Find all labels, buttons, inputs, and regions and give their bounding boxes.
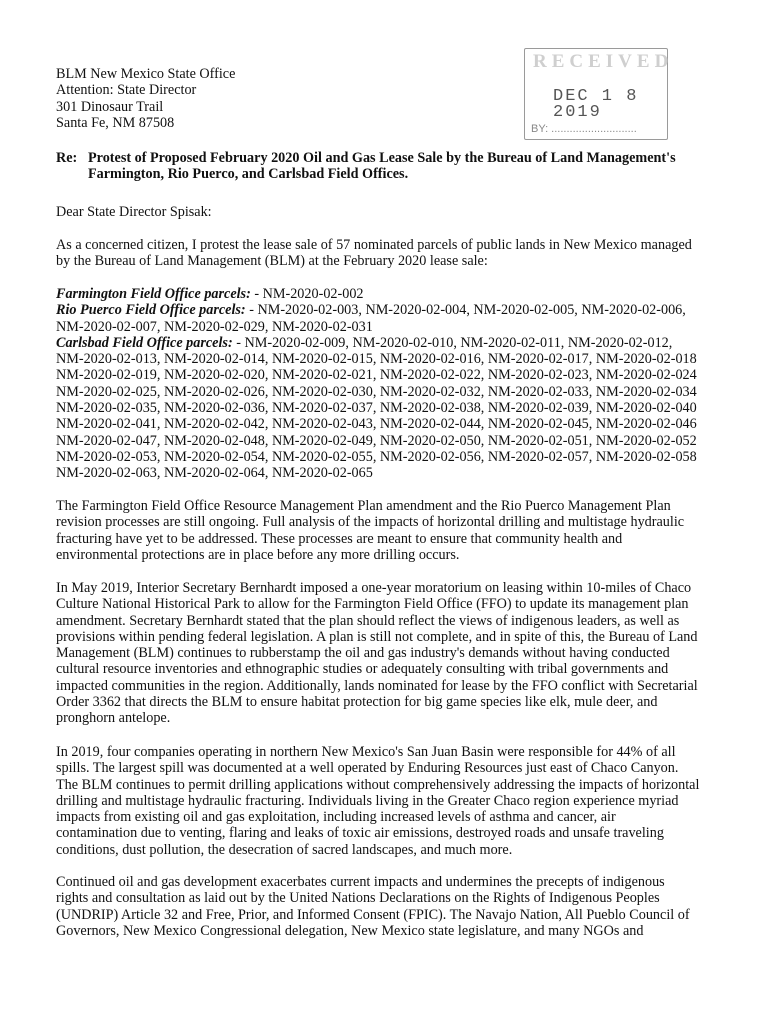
farmington-parcels [56, 286, 716, 302]
farmington-list: - NM-2020-02-002 [250, 286, 364, 302]
text-line: conditions, dust pollution, the desecration of sacred landscapes, and much more. [56, 841, 513, 858]
carlsbad-line: NM-2020-02-025, NM-2020-02-026, NM-2020-02-030, NM-2020-02-032, NM-2020-02-033, NM-2020-02-034 [56, 383, 697, 400]
carlsbad-parcels [56, 335, 716, 351]
paragraph-moratorium [56, 580, 716, 727]
subject-line [56, 150, 696, 183]
text-line: impacted communities in the region. Additionally, lands nominated for lease by the FFO conflict with Secretarial [56, 677, 698, 694]
carlsbad-line: NM-2020-02-047, NM-2020-02-048, NM-2020-02-049, NM-2020-02-050, NM-2020-02-051, NM-2020-02-052 [56, 432, 697, 449]
paragraph-indigenous-rights [56, 874, 716, 939]
carlsbad-line: NM-2020-02-041, NM-2020-02-042, NM-2020-02-043, NM-2020-02-044, NM-2020-02-045, NM-2020-02-046 [56, 416, 697, 433]
text-line: As a concerned citizen, I protest the lease sale of 57 nominated parcels of public lands in New Mexico managed [56, 237, 692, 253]
text-line: amendment. Secretary Bernhardt stated that the plan should reflect the views of indigenous leaders, as well as [56, 612, 680, 629]
farmington-label: Farmington Field Office parcels: [56, 286, 251, 302]
rio-puerco-parcels [56, 302, 716, 318]
carlsbad-line: NM-2020-02-063, NM-2020-02-064, NM-2020-02-065 [56, 465, 373, 482]
text-line: Management (BLM) continues to rubberstamp the oil and gas industry's demands without having conducted [56, 645, 670, 662]
text-line: revision processes are still ongoing. Full analysis of the impacts of horizontal drilling and multistage hydraulic [56, 514, 685, 531]
paragraph-spills [56, 744, 716, 858]
subject-label: Re: [56, 150, 78, 166]
text-line: In 2019, four companies operating in northern New Mexico's San Juan Basin were responsible for 44% of all [56, 744, 676, 760]
text-line: cultural resource inventories and ethnographic studies or adequately consulting with tribal governments and [56, 661, 669, 678]
parcel-list [56, 286, 716, 482]
rio-puerco-list-cont: NM-2020-02-007, NM-2020-02-029, NM-2020-02-031 [56, 318, 373, 335]
stamp-by-line: BY: ............................ [531, 123, 637, 135]
rio-puerco-label: Rio Puerco Field Office parcels: [56, 302, 246, 319]
text-line: drilling and multistage hydraulic fracturing. Individuals living in the Greater Chaco region experience myriad [56, 792, 679, 809]
stamp-received-text: RECEIVED [533, 51, 674, 72]
text-line: provisions within pending federal legislation. A plan is still not complete, and in spite of this, the Bureau of Land [56, 628, 698, 645]
text-line: impacts from existing oil and gas exploitation, including increased levels of asthma and cancer, air [56, 809, 616, 826]
address-line: 301 Dinosaur Trail [56, 98, 164, 115]
text-line: Governors, New Mexico Congressional delegation, New Mexico state legislature, and many NGOs and [56, 922, 644, 939]
text-line: Order 3362 that directs the BLM to ensure habitat protection for big game species like elk, mule deer, and [56, 694, 658, 711]
carlsbad-label: Carlsbad Field Office parcels: [56, 334, 233, 351]
text-line: fracturing have yet to be addressed. These processes are meant to ensure that community health and [56, 530, 623, 547]
text-line: Continued oil and gas development exacerbates current impacts and undermines the precepts of indigenous [56, 874, 665, 890]
text-line: contamination due to venting, flaring and leaks of toxic air emissions, destroyed roads and unsafe traveling [56, 825, 664, 842]
text-line: by the Bureau of Land Management (BLM) at the February 2020 lease sale: [56, 253, 488, 270]
text-line: pronghorn antelope. [56, 710, 171, 727]
address-line: Attention: State Director [56, 82, 197, 99]
text-line: environmental protections are in place before any more drilling occurs. [56, 546, 460, 563]
stamp-date: DEC 1 8 2019 [553, 87, 639, 123]
address-line: Santa Fe, NM 87508 [56, 114, 175, 131]
carlsbad-list: - NM-2020-02-009, NM-2020-02-010, NM-2020-02-011, NM-2020-02-012, [232, 334, 673, 351]
text-line: The Farmington Field Office Resource Management Plan amendment and the Rio Puerco Management Plan [56, 498, 671, 514]
recipient-address [56, 66, 235, 131]
paragraph-plan-revision [56, 498, 716, 563]
text-line: Culture National Historical Park to allow for the Farmington Field Office (FFO) to update its management plan [56, 596, 689, 613]
text-line: In May 2019, Interior Secretary Bernhardt imposed a one-year moratorium on leasing within 10-miles of Chaco [56, 580, 692, 596]
carlsbad-line: NM-2020-02-053, NM-2020-02-054, NM-2020-02-055, NM-2020-02-056, NM-2020-02-057, NM-2020-02-058 [56, 448, 697, 465]
salutation: Dear State Director Spisak: [56, 204, 212, 220]
carlsbad-line: NM-2020-02-019, NM-2020-02-020, NM-2020-02-021, NM-2020-02-022, NM-2020-02-023, NM-2020-02-024 [56, 367, 697, 384]
text-line: spills. The largest spill was documented at a well operated by Enduring Resources just east of Chaco Canyon. [56, 760, 679, 777]
intro-paragraph [56, 237, 716, 270]
text-line: rights and consultation as laid out by the United Nations Declarations on the Rights of Indigenous Peoples [56, 890, 660, 907]
rio-puerco-list: - NM-2020-02-003, NM-2020-02-004, NM-2020-02-005, NM-2020-02-006, [245, 302, 686, 319]
carlsbad-line: NM-2020-02-035, NM-2020-02-036, NM-2020-02-037, NM-2020-02-038, NM-2020-02-039, NM-2020-02-040 [56, 400, 697, 417]
subject-text: Protest of Proposed February 2020 Oil and Gas Lease Sale by the Bureau of Land Management's [88, 150, 676, 166]
text-line: (UNDRIP) Article 32 and Free, Prior, and Informed Consent (FPIC). The Navajo Nation, All Pueblo Council of [56, 906, 690, 923]
address-line: BLM New Mexico State Office [56, 66, 236, 82]
text-line: The BLM continues to permit drilling applications without comprehensively addressing the impacts of horizontal [56, 776, 700, 793]
subject-text: Farmington, Rio Puerco, and Carlsbad Field Offices. [88, 166, 409, 183]
received-stamp [524, 48, 674, 140]
carlsbad-line: NM-2020-02-013, NM-2020-02-014, NM-2020-02-015, NM-2020-02-016, NM-2020-02-017, NM-2020-02-018 [56, 351, 697, 368]
